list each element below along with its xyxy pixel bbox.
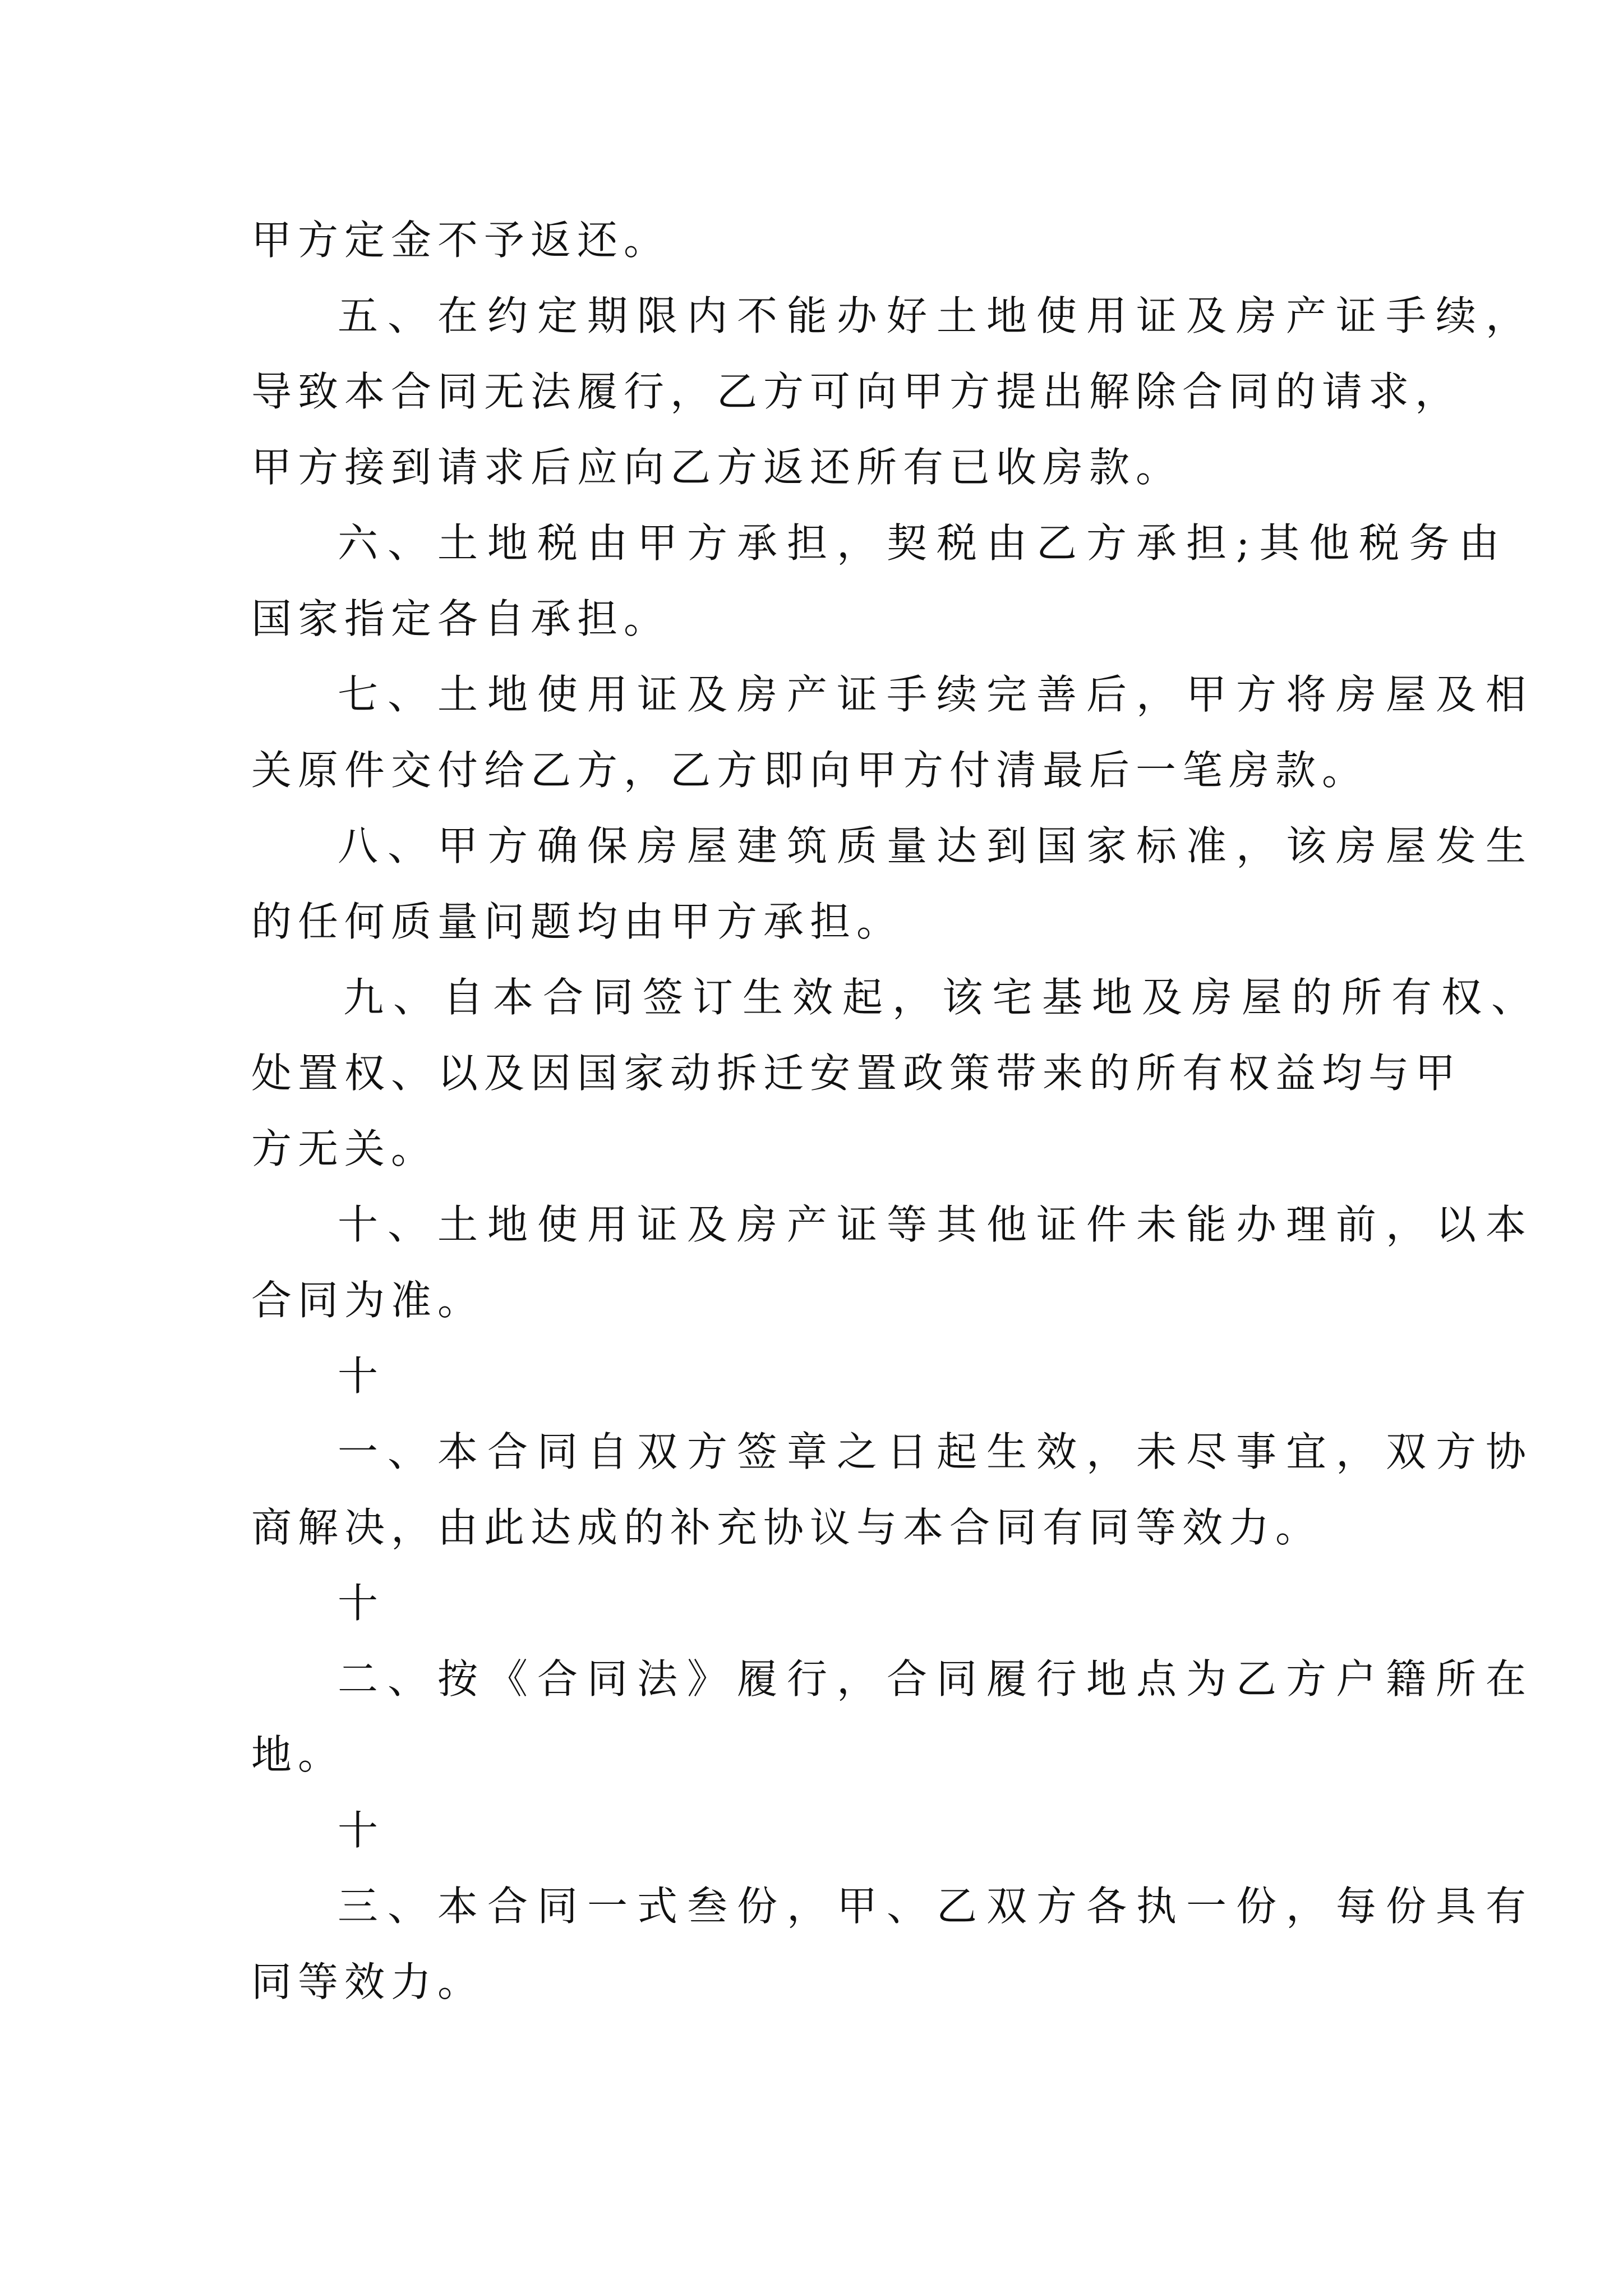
text-line-1: 甲方定金不予返还。 — [251, 217, 671, 264]
text-line-11: 九、自本合同签订生效起，该宅基地及房屋的所有权、 — [343, 974, 1542, 1021]
text-line-15: 合同为准。 — [251, 1277, 485, 1324]
text-line-20: 二、按《合同法》履行，合同履行地点为乙方户籍所在 — [338, 1655, 1536, 1703]
text-line-19: 十 — [338, 1580, 385, 1627]
text-line-24: 同等效力。 — [251, 1958, 485, 2005]
text-line-22: 十 — [338, 1807, 385, 1854]
text-line-21: 地。 — [251, 1731, 345, 1778]
text-line-8: 关原件交付给乙方，乙方即向甲方付清最后一笔房款。 — [251, 747, 1369, 794]
text-line-23: 三、本合同一式叁份，甲、乙双方各执一份，每份具有 — [338, 1883, 1536, 1930]
text-line-4: 甲方接到请求后应向乙方返还所有已收房款。 — [251, 444, 1183, 491]
text-line-10: 的任何质量问题均由甲方承担。 — [251, 898, 903, 945]
text-line-9: 八、甲方确保房屋建筑质量达到国家标准，该房屋发生 — [338, 822, 1536, 869]
text-line-5: 六、土地税由甲方承担，契税由乙方承担;其他税务由 — [338, 519, 1509, 567]
text-line-17: 一、本合同自双方签章之日起生效，未尽事宜，双方协 — [338, 1428, 1536, 1475]
text-line-13: 方无关。 — [251, 1125, 438, 1172]
text-line-2: 五、在约定期限内不能办好土地使用证及房产证手续， — [338, 292, 1536, 339]
text-line-14: 十、土地使用证及房产证等其他证件未能办理前，以本 — [338, 1201, 1536, 1248]
text-line-3: 导致本合同无法履行，乙方可向甲方提出解除合同的请求， — [251, 368, 1462, 415]
text-line-6: 国家指定各自承担。 — [251, 595, 671, 642]
text-line-16: 十 — [338, 1352, 385, 1400]
text-line-18: 商解决，由此达成的补充协议与本合同有同等效力。 — [251, 1504, 1322, 1551]
text-line-7: 七、土地使用证及房产证手续完善后，甲方将房屋及相 — [338, 671, 1536, 718]
text-line-12: 处置权、以及因国家动拆迁安置政策带来的所有权益均与甲 — [251, 1050, 1462, 1097]
